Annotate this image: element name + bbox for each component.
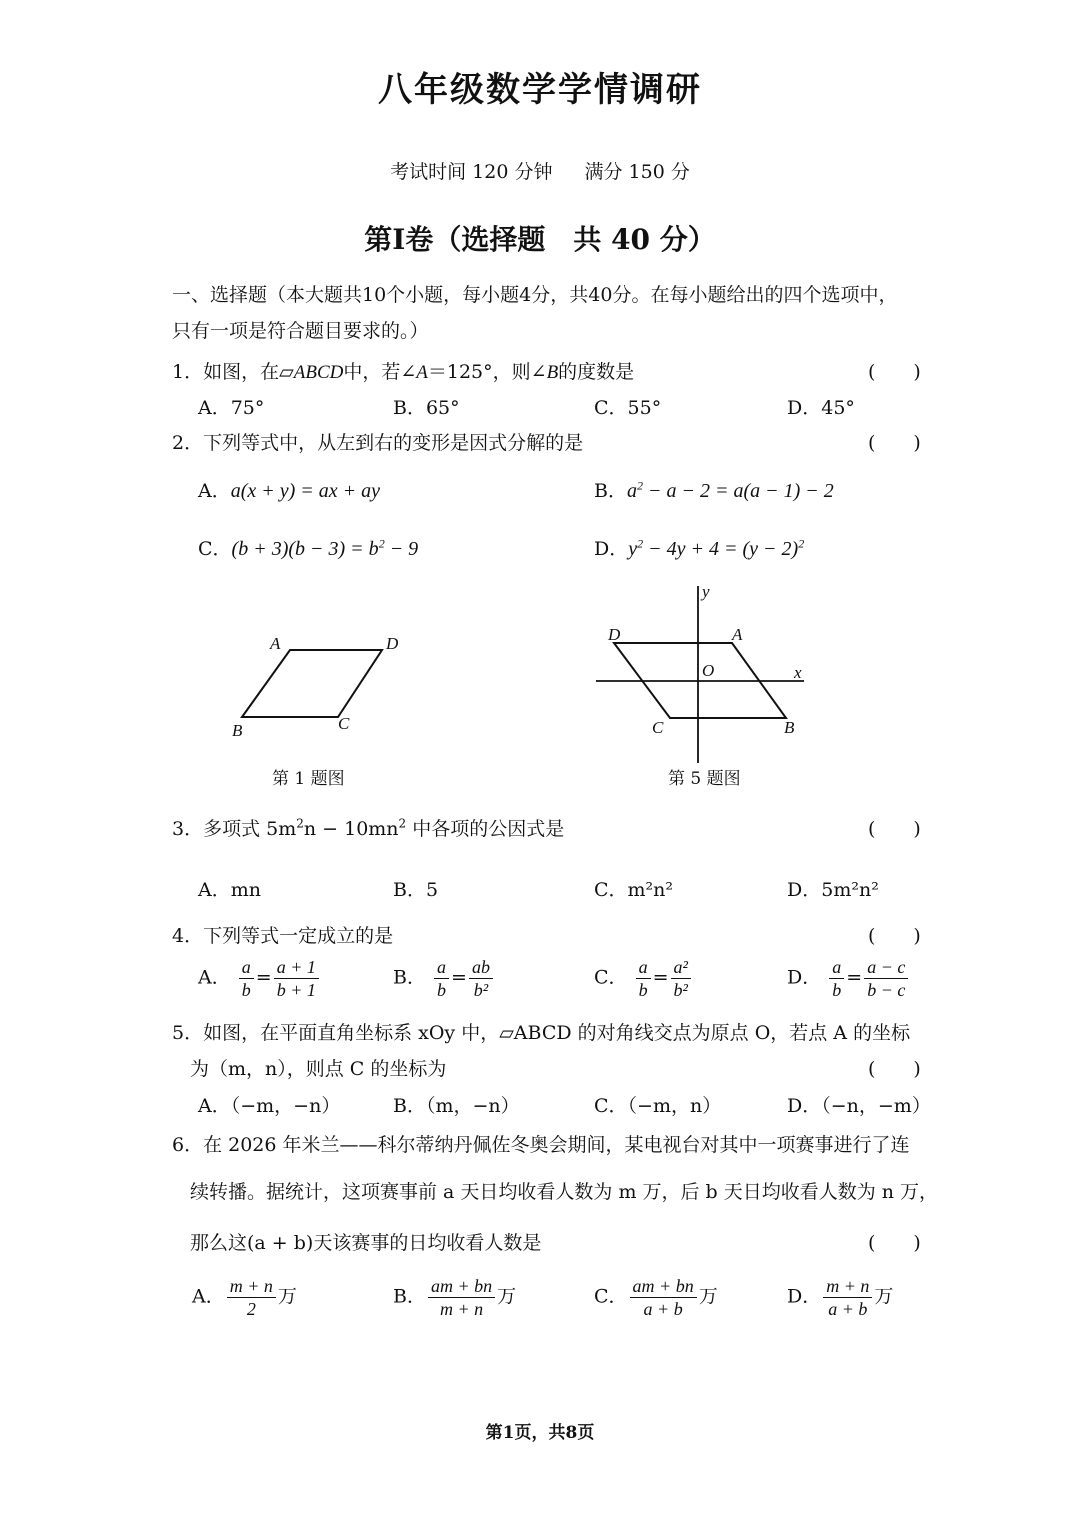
q4-c-right-num: a² [671,956,691,979]
exam-info [0,157,1080,184]
q4-d-left-frac [829,956,844,1001]
q6-stem-line3: 那么这(a + b)天该赛事的日均收看人数是 [190,1232,542,1254]
q4-option-a: A． $\frac{a}{b}$ = $\frac{a + 1}{b + 1}$ [198,956,321,1001]
q4-option-c: C． $\frac{a}{b}$ = $\frac{\text{a²}}{\text{b²}}$ [594,956,693,1001]
q4-b-right-num: ab [469,956,493,979]
q6-b-unit: 万 [497,1285,517,1308]
q5-option-c: C．（−m，n） [594,1095,722,1117]
q2-expr-d-post: − 4y + 4 = (y − 2) [643,538,799,560]
q2-option-b [594,476,834,503]
q4-a-left-num: a [239,956,254,979]
fig5-label-y: y [702,582,710,601]
q6-a-unit: 万 [277,1285,297,1308]
fig1-label-c: C [338,714,350,733]
q3-exp1: 2 [296,816,304,831]
q6-label-d: D． [787,1285,822,1308]
q6-a-frac [227,1275,276,1320]
q2-option-a [198,476,380,503]
q4-c-left-frac [636,956,651,1001]
q2-expr-a: a(x + y) = ax + ay [230,480,381,502]
fig5-label-a: A [732,625,743,644]
fig5-label-c: C [652,718,664,737]
q4-c-right-frac [671,956,691,1001]
page-footer: 第1页，共8页 [485,1423,595,1443]
q6-a-num: m + n [227,1275,276,1298]
q2-expr-c-pre: (b + 3)(b − 3) = b [231,538,379,560]
figure-5-caption: 第 5 题图 [668,769,741,789]
part-heading-line1: 一、选择题（本大题共10个小题，每小题4分，共40分。在每小题给出的四个选项中， [172,284,898,306]
parallelogram-symbol: ▱ [279,361,294,383]
q4-a-right-frac [274,956,319,1001]
q4-d-right-den: b − c [867,980,906,1000]
q1-option-d: D．45° [787,397,855,419]
q6-c-unit: 万 [698,1285,718,1308]
q1-option-a: A．75° [198,397,265,419]
q3-option-d: D．5m²n² [787,879,879,901]
q6-option-d [787,1275,893,1320]
figure-1-parallelogram [220,625,420,745]
fig1-label-a: A [270,634,281,653]
q1-text-val: ＝125°，则∠ [427,361,547,383]
q4-a-right-den: b + 1 [276,980,316,1000]
q6-option-c [594,1275,718,1320]
q3-option-b: B．5 [393,879,439,901]
q2-label-d: D． [594,538,629,560]
figure-1-caption: 第 1 题图 [272,769,345,789]
q4-b-right-den: b² [473,980,489,1000]
q6-stem-line2: 续转播。据统计，这项赛事前 a 天日均收看人数为 m 万，后 b 天日均收看人数为 n 万， [190,1181,939,1203]
q6-d-den: a + b [828,1299,868,1319]
figure-5-coordinate-plot [590,578,820,768]
q3-stem-mid: n − 10mn [303,818,399,840]
q4-stem: 4．下列等式一定成立的是 [172,925,394,947]
q6-answer-paren[interactable]: ( ) [868,1232,921,1254]
fig5-label-x: x [794,663,802,682]
q5-answer-paren[interactable]: ( ) [868,1058,921,1080]
fig1-label-d: D [386,634,399,653]
q4-a-right-num: a + 1 [274,956,319,979]
q4-a-left-den: b [241,980,251,1000]
q6-d-num: m + n [823,1275,872,1298]
page-title: 八年级数学学情调研 [378,70,702,110]
q6-b-frac [428,1275,495,1320]
q6-label-c: C． [594,1285,628,1308]
q6-c-num: am + bn [630,1275,697,1298]
q4-b-right-frac [469,956,493,1001]
q4-option-d: D． $\frac{a}{b}$ = $\frac{a - c}{b - c}$ [787,956,910,1001]
fig5-label-d: D [608,625,621,644]
q2-expr-b-exp: 2 [636,478,643,493]
q4-label-b: B． [393,966,426,989]
q1-option-b: B．65° [393,397,460,419]
exam-score: 满分 150 分 [584,161,690,183]
section-title: 第Ⅰ卷（选择题 共 40 分） [364,223,716,256]
q5-option-b: B．（m，−n） [393,1095,520,1117]
q3-option-a: A．mn [198,879,261,901]
exam-time: 考试时间 120 分钟 [390,161,553,183]
q1-text-post: 的度数是 [558,361,635,383]
q2-label-c: C． [198,538,232,560]
fig5-label-b: B [784,718,795,737]
q2-option-c [198,534,418,561]
q1-text-pre: 如图，在 [203,361,280,383]
q2-expr-d-exp2: 2 [798,536,805,551]
q4-label-c: C． [594,966,628,989]
q3-option-c: C．m²n² [594,879,674,901]
q2-label-b: B． [594,480,627,502]
part-heading-line2: 只有一项是符合题目要求的。） [172,320,429,342]
q6-c-frac [630,1275,697,1320]
q2-expr-b-post: − a − 2 = a(a − 1) − 2 [642,480,834,502]
q4-d-left-num: a [829,956,844,979]
q6-b-den: m + n [439,1299,484,1319]
q3-answer-paren[interactable]: ( ) [868,818,921,840]
q6-d-frac [823,1275,872,1320]
q1-stem [172,357,634,384]
q1-shape-name: ABCD [293,362,344,383]
q4-d-left-den: b [832,980,842,1000]
q6-label-b: B． [393,1285,426,1308]
q4-c-left-den: b [638,980,648,1000]
q2-option-d [594,534,804,561]
q1-angle-a: A [416,362,428,383]
q5-stem-line1: 5．如图，在平面直角坐标系 xOy 中，▱ABCD 的对角线交点为原点 O，若点 A 的坐标 [172,1022,911,1044]
q2-expr-c-exp: 2 [378,536,385,551]
q2-expr-d-exp: 2 [637,536,644,551]
q4-d-right-num: a − c [864,956,908,979]
q1-text-mid: 中，若∠ [343,361,417,383]
q1-number: 1． [172,361,204,383]
q2-stem: 2．下列等式中，从左到右的变形是因式分解的是 [172,432,584,454]
q4-a-left-frac [239,956,254,1001]
q6-stem-line1: 6．在 2026 年米兰——科尔蒂纳丹佩佐冬奥会期间，某电视台对其中一项赛事进行了连 [172,1134,910,1156]
q4-b-left-frac [434,956,449,1001]
q2-answer-paren[interactable]: ( ) [868,432,921,454]
q4-c-right-den: b² [673,980,688,1000]
q1-answer-paren[interactable]: ( ) [868,361,921,383]
q4-answer-paren[interactable]: ( ) [868,925,921,947]
q6-c-den: a + b [643,1299,683,1319]
q4-b-left-den: b [437,980,447,1000]
q1-option-c: C．55° [594,397,662,419]
q3-stem-post: 中各项的公因式是 [406,818,565,840]
q4-d-right-frac [864,956,908,1001]
q2-expr-c-post: − 9 [384,538,419,560]
q2-expr-b-pre: a [626,480,637,502]
q6-option-b [393,1275,516,1320]
q5-stem-line2: 为（m，n），则点 C 的坐标为 [190,1058,447,1080]
q3-stem-pre: 3．多项式 5m [172,818,297,840]
q2-expr-d-pre: y [628,538,638,560]
q6-label-a: A． [192,1285,225,1308]
fig5-label-o: O [702,661,715,680]
q4-b-left-num: a [434,956,449,979]
q6-b-num: am + bn [428,1275,495,1298]
fig1-label-b: B [232,721,243,740]
fig1-shape [242,650,382,717]
q3-stem [172,814,564,841]
q6-d-unit: 万 [874,1285,894,1308]
q5-option-d: D．（−n，−m） [787,1095,931,1117]
q4-option-b: B． $\frac{a}{b}$ = $\frac{ab}{\text{b²}}$ [393,956,495,1001]
q2-label-a: A． [198,480,231,502]
q6-option-a [192,1275,297,1320]
q1-angle-b: B [546,362,559,383]
q6-a-den: 2 [246,1299,256,1319]
q4-label-d: D． [787,966,822,989]
q3-exp2: 2 [398,816,407,831]
q4-c-left-num: a [636,956,651,979]
q5-option-a: A．（−m，−n） [198,1095,341,1117]
q4-label-a: A． [198,966,231,989]
